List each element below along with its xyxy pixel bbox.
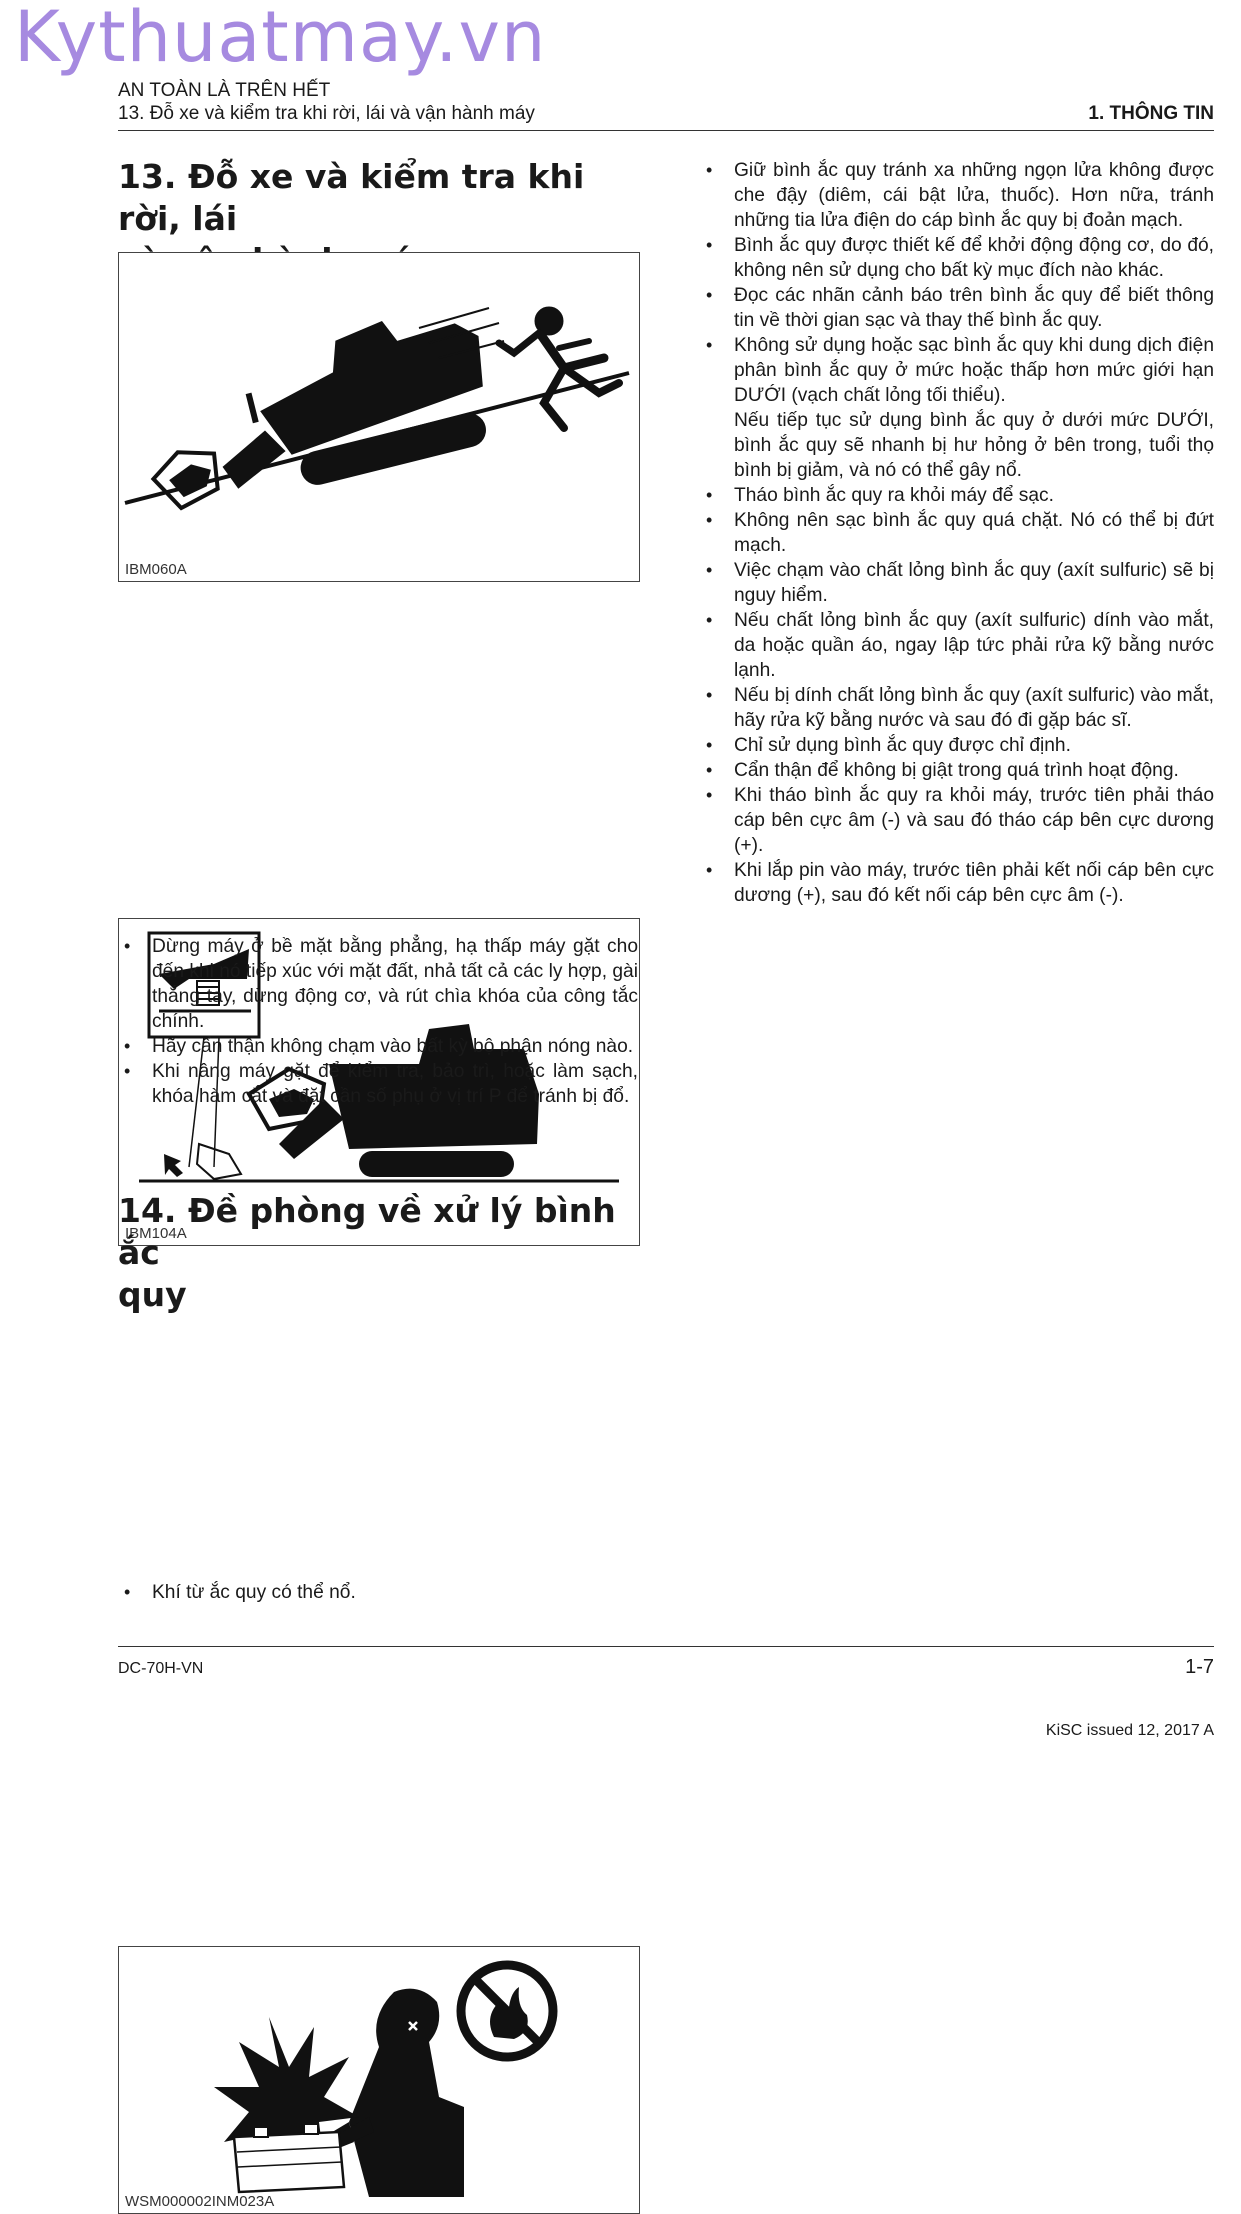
list-item: • Khi tháo bình ắc quy ra khỏi máy, trước tiên phải tháo cáp bên cực âm (-) và sau đó tháo cáp bên cực dương (+). (700, 783, 1214, 858)
header-subsection: 13. Đỗ xe và kiểm tra khi rời, lái và vận hành máy (118, 103, 535, 124)
section-14-title-line1: 14. Đề phòng về xử lý bình ắc (118, 1191, 616, 1272)
list-item: • Tháo bình ắc quy ra khỏi máy để sạc. (700, 483, 1214, 508)
list-item: • Dừng máy ở bề mặt bằng phẳng, hạ thấp máy gặt cho đến khi nó tiếp xúc với mặt đất, nhả tất cả các ly hợp, gài thắng tay, dừng động cơ, và rút chìa khóa của công tắc chính. (118, 934, 638, 1034)
section-14-title (118, 1190, 638, 1316)
footer-divider (118, 1646, 1214, 1647)
list-item: • Giữ bình ắc quy tránh xa những ngọn lửa không được che đậy (diêm, cái bật lửa, thuốc). Hơn nữa, tránh những tia lửa điện do cáp bình ắc quy bị đoản mạch. (700, 158, 1214, 233)
list-item: • Cẩn thận để không bị giật trong quá trình hoạt động. (700, 758, 1214, 783)
section-14 (118, 1190, 638, 1316)
header-divider (118, 130, 1214, 131)
list-item: • Khi nâng máy gặt để kiểm tra, bảo trì, hoặc làm sạch, khóa hàm cắt và đặt cần số phụ ở vị trí P để tránh bị đổ. (118, 1059, 638, 1109)
list-item: • Bình ắc quy được thiết kế để khởi động động cơ, do đó, không nên sử dụng cho bất kỳ mục đích nào khác. (700, 233, 1214, 283)
figure-label: IBM060A (125, 561, 187, 578)
header-chapter: 1. THÔNG TIN (1088, 103, 1214, 124)
footer-doc-code: DC-70H-VN (118, 1660, 204, 1677)
list-item-continuation: Nếu tiếp tục sử dụng bình ắc quy ở dưới mức DƯỚI, bình ắc quy sẽ nhanh bị hư hỏng ở bên trong, tuổi thọ bình bị giảm, và nó có thể gây nổ. (734, 410, 1214, 481)
list-item: • Nếu bị dính chất lỏng bình ắc quy (axít sulfuric) vào mắt, hãy rửa kỹ bằng nước và sau đó đi gặp bác sĩ. (700, 683, 1214, 733)
header-section: AN TOÀN LÀ TRÊN HẾT (118, 80, 331, 101)
figure-battery-explosion (118, 1946, 640, 2214)
list-item: • Việc chạm vào chất lỏng bình ắc quy (axít sulfuric) sẽ bị nguy hiểm. (700, 558, 1214, 608)
harvester-slope-illustration (119, 253, 637, 579)
list-item: • Nếu chất lỏng bình ắc quy (axít sulfuric) dính vào mắt, da hoặc quần áo, ngay lập tức phải rửa kỹ bằng nước lạnh. (700, 608, 1214, 683)
section-13-bullets (118, 934, 638, 1109)
list-item: • Chỉ sử dụng bình ắc quy được chỉ định. (700, 733, 1214, 758)
watermark: Kythuatmay.vn (14, 0, 547, 78)
section-13-title-line1: 13. Đỗ xe và kiểm tra khi rời, lái (118, 157, 585, 238)
figure-label: WSM000002INM023A (125, 2193, 275, 2210)
list-item: • Hãy cẩn thận không chạm vào bất kỳ bộ phận nóng nào. (118, 1034, 638, 1059)
list-item: • Đọc các nhãn cảnh báo trên bình ắc quy để biết thông tin về thời gian sạc và thay thế bình ắc quy. (700, 283, 1214, 333)
section-14-title-line2: quy (118, 1275, 187, 1314)
list-item: • Không nên sạc bình ắc quy quá chặt. Nó có thể bị đứt mạch. (700, 508, 1214, 558)
battery-explosion-illustration (119, 1947, 637, 2211)
figure-slope-warning (118, 252, 640, 582)
list-item: • Không sử dụng hoặc sạc bình ắc quy khi dung dịch điện phân bình ắc quy ở mức hoặc thấp hơn mức giới hạn DƯỚI (vạch chất lỏng tối thiểu). (700, 333, 1214, 408)
section-14-bullets (118, 1580, 638, 1605)
footer-issued: KiSC issued 12, 2017 A (1045, 1722, 1214, 1739)
list-item: • Khí từ ắc quy có thể nổ. (118, 1580, 638, 1605)
list-item: • Khi lắp pin vào máy, trước tiên phải kết nối cáp bên cực dương (+), sau đó kết nối cáp bên cực âm (-). (700, 858, 1214, 908)
figure-label: IBM104A (125, 1225, 187, 1242)
battery-precautions-list (700, 158, 1214, 908)
footer-page-number: 1-7 (1185, 1656, 1214, 1678)
